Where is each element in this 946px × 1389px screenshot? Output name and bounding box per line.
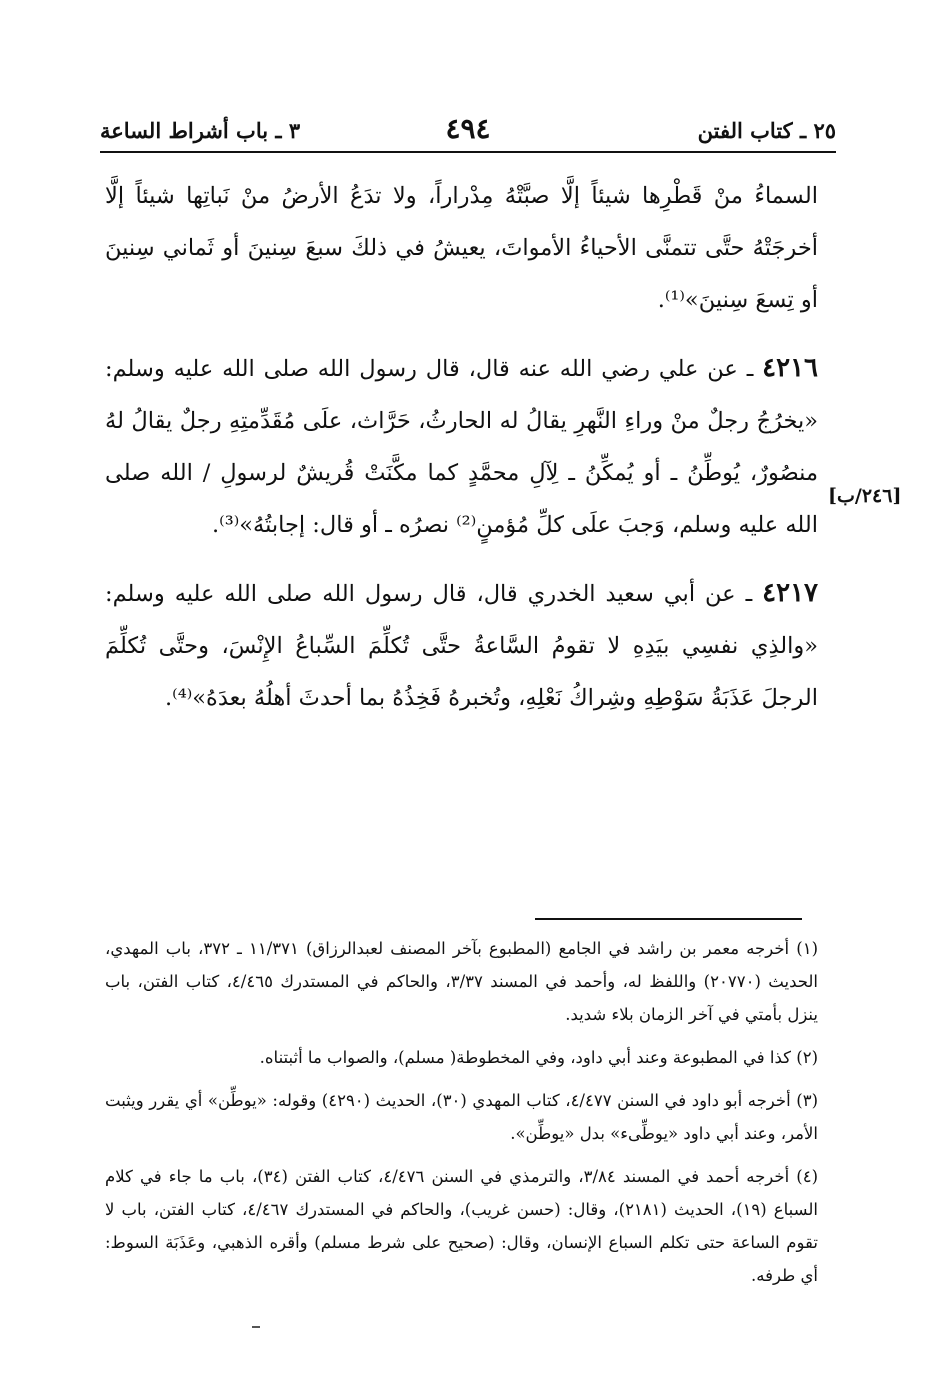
scan-speck [252,1326,260,1328]
continuation-paragraph: السماءُ منْ قَطْرِها شيئاً إلَّا صبَّتْهُ مِدْراراً، ولا تدَعُ الأرضُ منْ نَباتِها شيئاً إلَّا أخرجَتْهُ حتَّى تتمنَّى الأحياءُ الأمواتَ، يعيشُ في ذلكَ سبعَ سِنينَ أو ثَماني سِنينَ أو تِسعَ سِنينَ»⁽¹⁾. [105,183,818,313]
footnote-1: (١) أخرجه معمر بن راشد في الجامع (المطبوع بآخر المصنف لعبدالرزاق) ١١/٣٧١ ـ ٣٧٢، باب المهدي، الحديث (٢٠٧٧٠) واللفظ له، وأحمد في المسند ٣/٣٧، والحاكم في المستدرك ٤/٤٦٥، كتاب الفتن، باب ينزل بأمتي في آخر الزمان بلاء شديد. [105,939,819,1024]
chapter-title: ٣ ـ باب أشراط الساعة [100,118,301,143]
footnote-4: (٤) أخرجه أحمد في المسند ٣/٨٤، والترمذي في السنن ٤/٤٧٦، كتاب الفتن (٣٤)، باب ما جاء في كلام السباع (١٩)، الحديث (٢١٨١)، وقال: (حسن غريب)، والحاكم في المستدرك ٤/٤٦٧، كتاب الفتن، باب لا تقوم الساعة حتى تكلم السباع الإنسان، وقال: (صحيح على شرط مسلم) وأقره الذهبي، وعَذَبَة السوط: أي طرفه. [105,1167,818,1285]
footnote-2: (٢) كذا في المطبوعة وعند أبي داود، وفي المخطوطة( مسلم)، والصواب ما أثبتناه. [259,1048,818,1067]
manuscript-folio-reference: [٢٤٦/ب] [828,485,902,507]
hadith-number: ٤٢١٧ [762,578,818,608]
running-header [100,112,836,152]
main-text [105,170,818,740]
footnotes [105,932,818,1302]
footnote-3: (٣) أخرجه أبو داود في السنن ٤/٤٧٧، كتاب المهدي (٣٠)، الحديث (٤٢٩٠) وقوله: «يوطِّن» أي يقرر ويثبت الأمر، وعند أبي داود «يوطِّىء» بدل «يوطِّن». [105,1091,818,1143]
page-number: ٤٩٤ [445,112,491,145]
hadith-text: ـ عن علي رضي الله عنه قال، قال رسول الله صلى الله عليه وسلم: «يخرُجُ رجلٌ منْ وراءِ النَّهرِ يقالُ له الحارثُ، حَرَّاث، علَى مُقَدِّمتِهِ رجلٌ يقالُ لهُ منصُورٌ، يُوطِّنُ ـ أو يُمكِّنُ ـ لِآلِ محمَّدٍ كما مكَّنَتْ قُريشٌ لرسولِ / الله صلى الله عليه وسلم، وَجبَ علَى كلِّ مُؤمنٍ⁽²⁾ نصرُه ـ أو قال: إجابتُهُ»⁽³⁾. [105,356,818,538]
footnote-separator [535,918,802,920]
hadith-4216 [105,342,818,551]
hadith-text: ـ عن أبي سعيد الخدري قال، قال رسول الله صلى الله عليه وسلم: «والذِي نفسِي بيَدِهِ لا تقومُ السَّاعةُ حتَّى تُكلِّمَ السِّباعُ الإِنْسَ، وحتَّى تُكلِّمَ الرجلَ عَذَبَةُ سَوْطِهِ وشِراكُ نَعْلِهِ، وتُخبرهُ فَخِذُهُ بما أحدثَ أهلُهُ بعدَهُ»⁽⁴⁾. [105,581,818,711]
header-rule [100,151,836,153]
hadith-4217 [105,567,818,724]
book-title: ٢٥ ـ كتاب الفتن [697,118,836,143]
hadith-number: ٤٢١٦ [762,353,818,383]
